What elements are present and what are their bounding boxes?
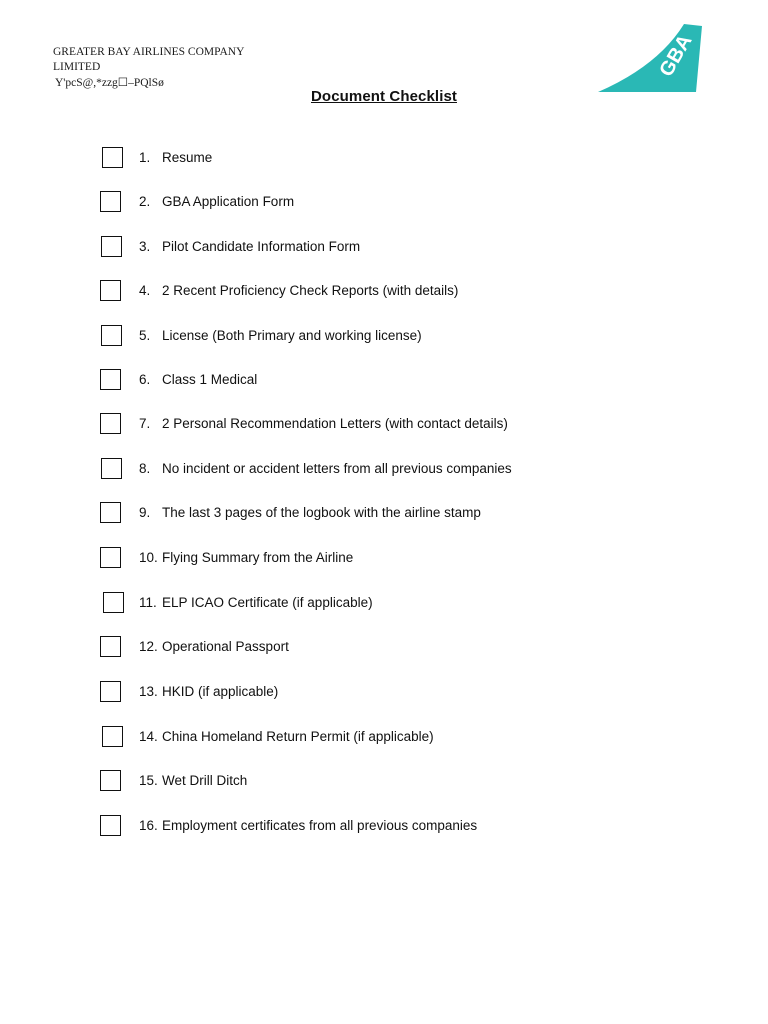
- item-label: GBA Application Form: [162, 193, 295, 209]
- checklist-item: [100, 724, 700, 748]
- checklist-item: [100, 411, 700, 435]
- item-label: Flying Summary from the Airline: [162, 549, 354, 565]
- item-label: Wet Drill Ditch: [162, 772, 248, 788]
- checkbox[interactable]: [103, 592, 124, 613]
- item-label: Resume: [162, 149, 213, 165]
- checkbox[interactable]: [100, 413, 121, 434]
- item-label: HKID (if applicable): [162, 683, 279, 699]
- item-label: 2 Personal Recommendation Letters (with contact details): [162, 415, 508, 431]
- checkbox[interactable]: [100, 191, 121, 212]
- item-number: 10.: [139, 549, 158, 565]
- checkbox[interactable]: [100, 280, 121, 301]
- checklist-item: [100, 679, 700, 703]
- checkbox[interactable]: [101, 236, 122, 257]
- item-label: The last 3 pages of the logbook with the airline stamp: [162, 504, 481, 520]
- checklist-item: [100, 189, 700, 213]
- item-number: 16.: [139, 817, 158, 833]
- checklist-item: [100, 145, 700, 169]
- checkbox[interactable]: [100, 815, 121, 836]
- checkbox[interactable]: [101, 458, 122, 479]
- checklist-item: [100, 813, 700, 837]
- item-number: 6.: [139, 371, 151, 387]
- checklist-item: [100, 590, 700, 614]
- checklist-item: [100, 456, 700, 480]
- item-number: 14.: [139, 728, 158, 744]
- item-number: 4.: [139, 282, 151, 298]
- checkbox[interactable]: [100, 770, 121, 791]
- checkbox[interactable]: [100, 547, 121, 568]
- item-number: 1.: [139, 149, 151, 165]
- checklist-item: [100, 367, 700, 391]
- checklist-item: [100, 234, 700, 258]
- company-name: GREATER BAY AIRLINES COMPANY LIMITED: [53, 46, 244, 73]
- item-number: 5.: [139, 327, 151, 343]
- checklist-item: [100, 545, 700, 569]
- item-label: Employment certificates from all previous companies: [162, 817, 478, 833]
- item-label: No incident or accident letters from all previous companies: [162, 460, 512, 476]
- company-name-cjk: Y'pcS@,*zzg☐–PQlSø: [55, 77, 164, 89]
- checklist-item: [100, 323, 700, 347]
- checkbox[interactable]: [102, 726, 123, 747]
- checklist-item: [100, 500, 700, 524]
- item-number: 15.: [139, 772, 158, 788]
- item-label: China Homeland Return Permit (if applicable): [162, 728, 434, 744]
- item-label: Pilot Candidate Information Form: [162, 238, 361, 254]
- logo-text: GBA: [655, 31, 697, 81]
- checklist-item: [100, 634, 700, 658]
- checkbox[interactable]: [101, 325, 122, 346]
- checkbox[interactable]: [100, 502, 121, 523]
- checkbox[interactable]: [100, 681, 121, 702]
- item-label: 2 Recent Proficiency Check Reports (with details): [162, 282, 459, 298]
- item-label: Class 1 Medical: [162, 371, 258, 387]
- item-number: 13.: [139, 683, 158, 699]
- item-number: 9.: [139, 504, 151, 520]
- checkbox[interactable]: [102, 147, 123, 168]
- item-number: 12.: [139, 638, 158, 654]
- document-title: Document Checklist: [311, 88, 457, 105]
- item-label: ELP ICAO Certificate (if applicable): [162, 594, 373, 610]
- item-number: 7.: [139, 415, 151, 431]
- checkbox[interactable]: [100, 636, 121, 657]
- checkbox[interactable]: [100, 369, 121, 390]
- item-number: 2.: [139, 193, 151, 209]
- item-number: 11.: [139, 594, 157, 610]
- item-number: 8.: [139, 460, 151, 476]
- checklist-item: [100, 278, 700, 302]
- item-label: Operational Passport: [162, 638, 289, 654]
- item-label: License (Both Primary and working license): [162, 327, 422, 343]
- item-number: 3.: [139, 238, 151, 254]
- checklist-item: [100, 768, 700, 792]
